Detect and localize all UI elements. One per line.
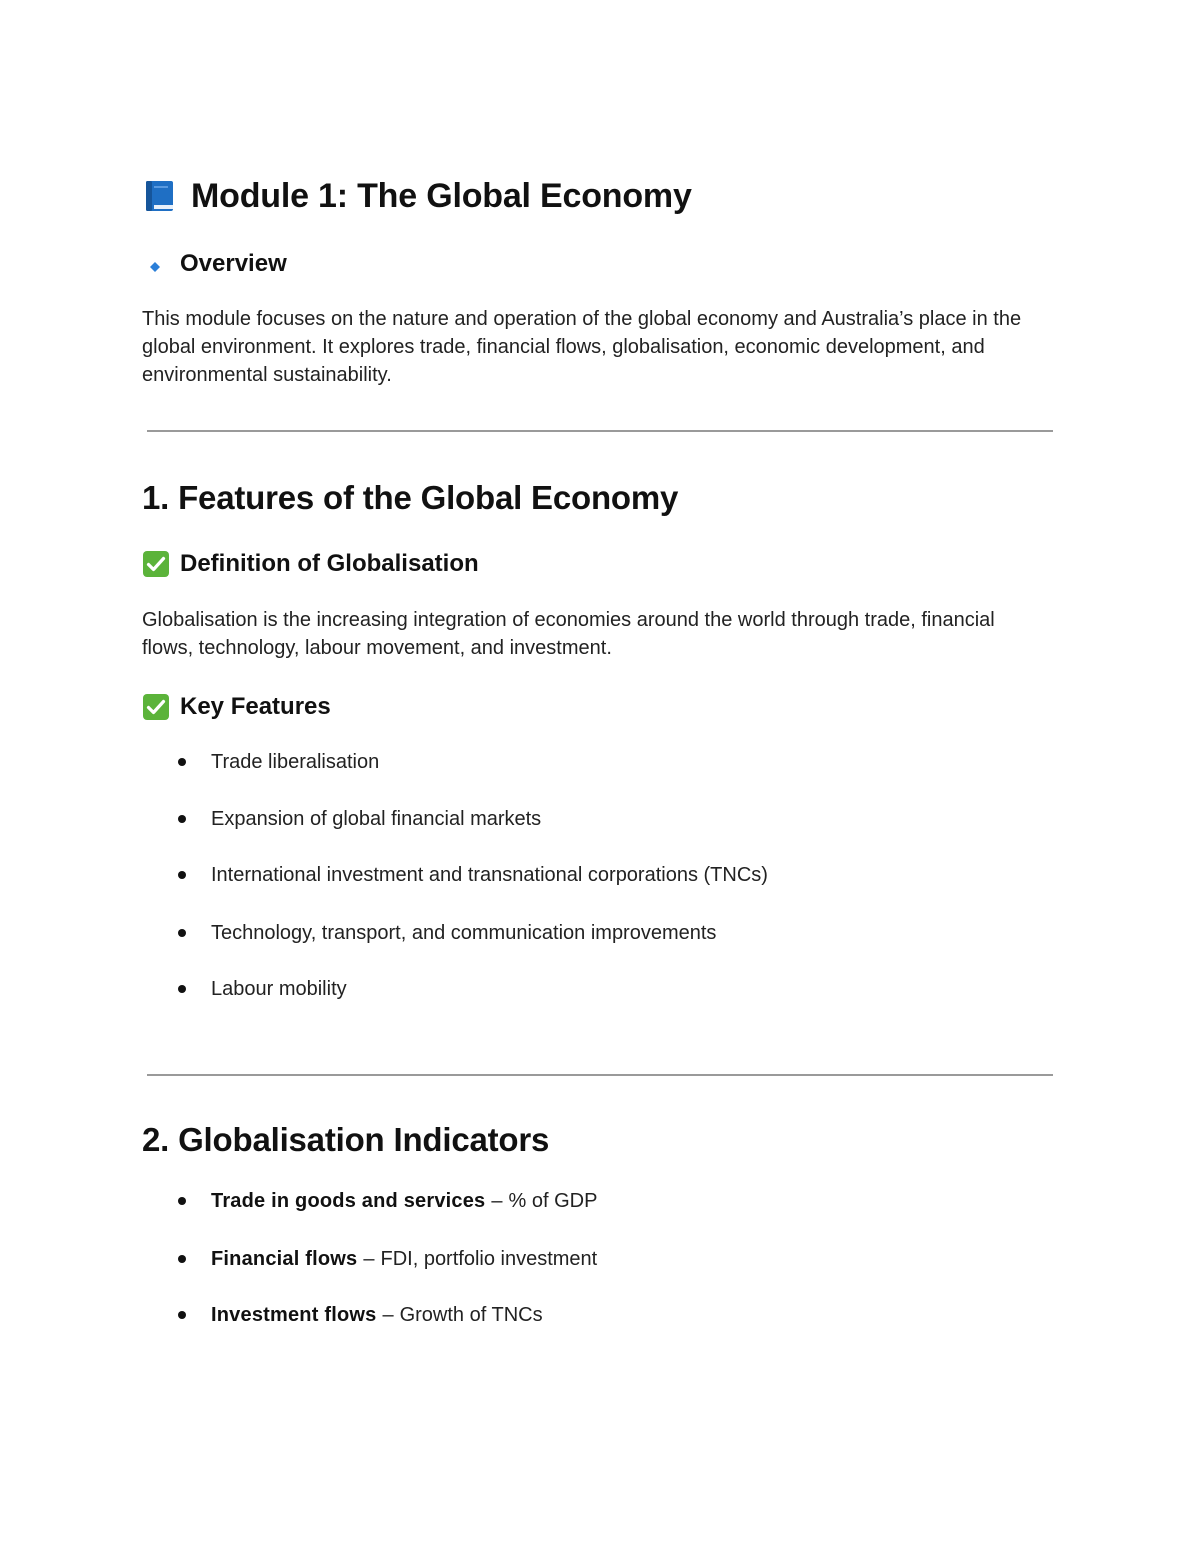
list-item bbox=[178, 1245, 597, 1273]
bullet-icon bbox=[178, 985, 186, 993]
overview-paragraph: This module focuses on the nature and operation of the global economy and Australia’s place in the global environment. It explores trade, financial flows, globalisation, economic development, and environmental sustainability. bbox=[142, 308, 1022, 386]
check-mark-button-icon bbox=[142, 550, 170, 578]
indicator-separator: – bbox=[491, 1189, 503, 1212]
indicator-separator: – bbox=[382, 1303, 394, 1326]
list-item bbox=[178, 975, 347, 1003]
bullet-icon bbox=[178, 758, 186, 766]
bullet-icon bbox=[178, 1255, 186, 1263]
bullet-icon bbox=[178, 1311, 186, 1319]
definition-paragraph: Globalisation is the increasing integration of economies around the world through trade, financial flows, technology, labour movement, and investment. bbox=[142, 609, 995, 659]
list-item bbox=[178, 748, 379, 776]
document-title-row bbox=[143, 172, 692, 220]
bullet-icon bbox=[178, 929, 186, 937]
indicator-detail: FDI, portfolio investment bbox=[380, 1247, 598, 1270]
small-blue-diamond-icon bbox=[150, 259, 160, 269]
list-item-text: Trade liberalisation bbox=[211, 750, 380, 773]
document-title: Module 1: The Global Economy bbox=[191, 177, 692, 215]
list-item-text: Labour mobility bbox=[211, 977, 347, 1000]
bullet-icon bbox=[178, 1197, 186, 1205]
overview-heading: Overview bbox=[180, 250, 287, 277]
indicator-term: Financial flows bbox=[211, 1247, 358, 1270]
list-item-text: Technology, transport, and communication improvements bbox=[211, 921, 717, 944]
definition-heading: Definition of Globalisation bbox=[180, 550, 479, 577]
list-item-text: Expansion of global financial markets bbox=[211, 807, 542, 830]
bullet-icon bbox=[178, 815, 186, 823]
indicator-detail: % of GDP bbox=[508, 1189, 598, 1212]
key-features-heading: Key Features bbox=[180, 693, 331, 720]
definition-heading-row bbox=[142, 548, 479, 580]
list-item bbox=[178, 861, 768, 889]
indicator-separator: – bbox=[363, 1247, 375, 1270]
indicator-detail: Growth of TNCs bbox=[399, 1303, 543, 1326]
list-item bbox=[178, 919, 716, 947]
section-2-heading: 2. Globalisation Indicators bbox=[142, 1121, 550, 1158]
bullet-icon bbox=[178, 871, 186, 879]
list-item bbox=[178, 1187, 597, 1215]
section-divider bbox=[147, 1074, 1053, 1076]
indicator-term: Trade in goods and services bbox=[211, 1189, 486, 1212]
section-divider bbox=[147, 430, 1053, 432]
list-item-text: International investment and transnational corporations (TNCs) bbox=[211, 863, 768, 886]
overview-heading-row bbox=[150, 249, 287, 279]
key-features-heading-row bbox=[142, 691, 331, 723]
check-mark-button-icon bbox=[142, 693, 170, 721]
list-item bbox=[178, 1301, 543, 1329]
indicator-term: Investment flows bbox=[211, 1303, 377, 1326]
list-item bbox=[178, 805, 541, 833]
blue-book-icon bbox=[143, 179, 177, 213]
section-1-heading: 1. Features of the Global Economy bbox=[142, 479, 679, 516]
